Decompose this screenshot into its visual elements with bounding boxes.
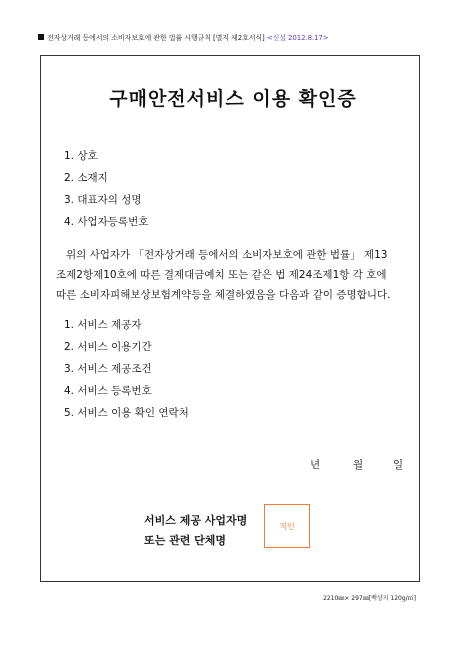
business-item: 3. 대표자의 성명 — [64, 194, 142, 206]
signature-block — [144, 511, 247, 551]
signature-line-2: 또는 관련 단체명 — [144, 534, 227, 547]
square-bullet-icon — [38, 34, 44, 40]
business-item: 4. 사업자등록번호 — [64, 216, 149, 228]
paragraph-line: 조제2항제10호에 따른 결제대금예치 또는 같은 법 제24조제1항 각 호에 — [56, 269, 387, 281]
official-seal-box — [264, 504, 310, 548]
business-item: 1. 상호 — [64, 150, 98, 162]
revision-note: <신설 2012.8.17> — [266, 34, 329, 42]
business-item: 2. 소재지 — [64, 172, 108, 184]
service-item: 5. 서비스 이용 확인 연락처 — [64, 407, 189, 419]
certificate-title: 구매안전서비스 이용 확인증 — [109, 88, 357, 110]
date-day-label: 일 — [393, 459, 404, 471]
service-item: 3. 서비스 제공조건 — [64, 363, 152, 375]
paragraph-line: 위의 사업자가 「전자상거래 등에서의 소비자보호에 관한 법률」 제13 — [66, 249, 388, 261]
service-item: 2. 서비스 이용기간 — [64, 341, 152, 353]
paper-spec: 2210㎜× 297㎜[백상지 120g/㎡] — [323, 595, 416, 602]
form-header — [38, 33, 329, 43]
certification-paragraph — [56, 245, 401, 305]
header-text: 전자상거래 등에서의 소비자보호에 관한 법률 시행규칙 [별지 제2호서식] — [47, 34, 265, 42]
date-year-label: 년 — [310, 459, 321, 471]
seal-label: 직인 — [279, 521, 295, 531]
signature-line-1: 서비스 제공 사업자명 — [144, 514, 248, 527]
service-item: 1. 서비스 제공자 — [64, 319, 142, 331]
service-item: 4. 서비스 등록번호 — [64, 385, 152, 397]
paragraph-line: 따른 소비자피해보상보험계약등을 체결하였음을 다음과 같이 증명합니다. — [56, 289, 391, 301]
date-month-label: 월 — [353, 459, 364, 471]
